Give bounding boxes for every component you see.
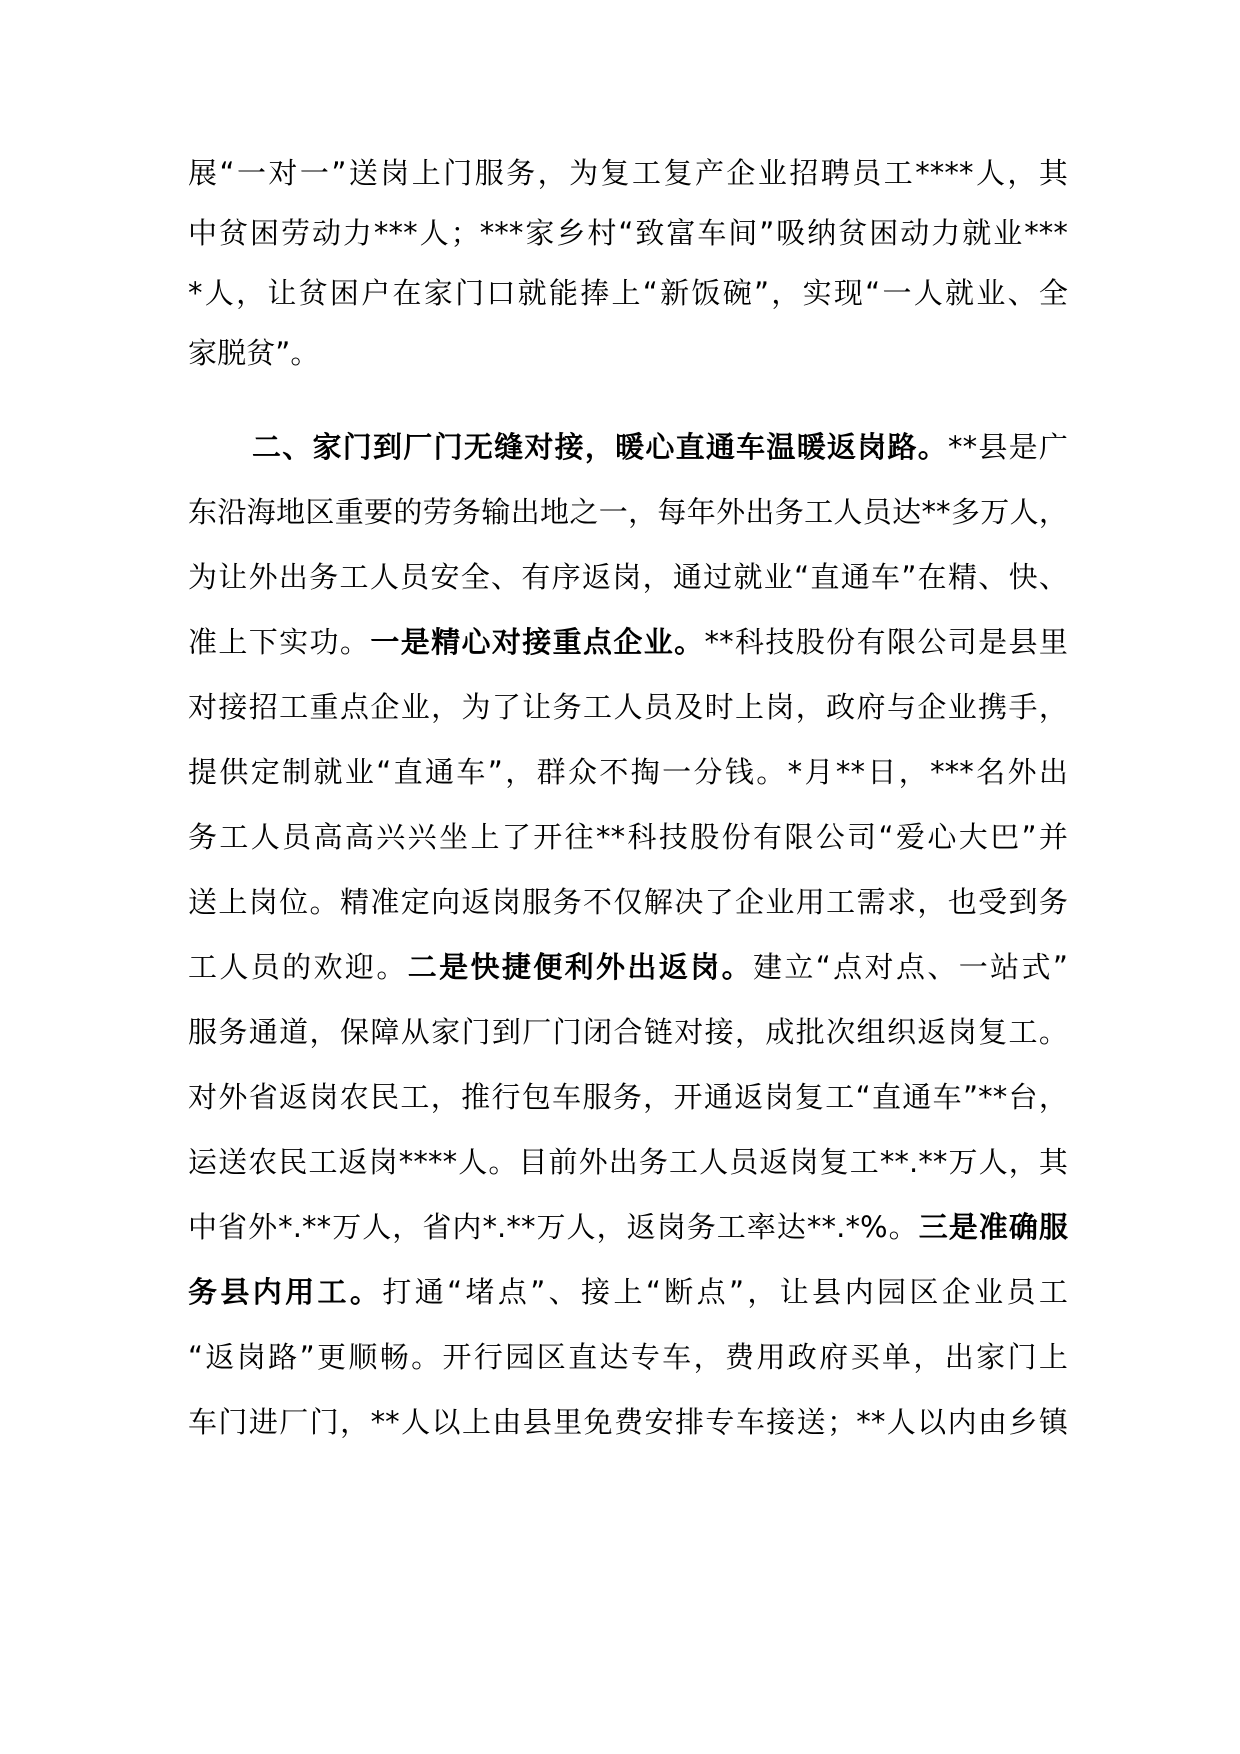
point-three-heading-start: 三是准确服	[918, 1210, 1068, 1244]
point-two-heading: 二是快捷便利外出返岗。	[407, 950, 753, 984]
text-line-4: 家脱贫”。	[188, 336, 320, 370]
point-three-heading-end: 务县内用工。	[188, 1275, 383, 1309]
text-line-9: 对接招工重点企业，为了让务工人员及时上岗，政府与企业携手，	[188, 690, 1068, 724]
section-heading: 二、家门到厂门无缝对接，暖心直通车温暖返岗路。	[252, 430, 948, 464]
text-line-19: “返岗路”更顺畅。开行园区直达专车，费用政府买单，出家门上	[188, 1340, 1068, 1374]
text-line-10: 提供定制就业“直通车”，群众不掏一分钱。*月**日，***名外出	[188, 755, 1068, 789]
text-line-7: 为让外出务工人员安全、有序返岗，通过就业“直通车”在精、快、	[188, 560, 1068, 594]
section-heading-line: 二、家门到厂门无缝对接，暖心直通车温暖返岗路。**县是广	[252, 430, 1068, 464]
text-line-16: 运送农民工返岗****人。目前外出务工人员返岗复工**.**万人，其	[188, 1145, 1068, 1179]
text-line-3: *人，让贫困户在家门口就能捧上“新饭碗”，实现“一人就业、全	[188, 276, 1068, 310]
text-line-11: 务工人员高高兴兴坐上了开往**科技股份有限公司“爱心大巴”并	[188, 820, 1068, 854]
text-line-1: 展“一对一”送岗上门服务，为复工复产企业招聘员工****人，其	[188, 156, 1068, 190]
text-line-2: 中贫困劳动力***人；***家乡村“致富车间”吸纳贫困动力就业***	[188, 216, 1068, 250]
text-line-14: 服务通道，保障从家门到厂门闭合链对接，成批次组织返岗复工。	[188, 1015, 1068, 1049]
text-line-13: 工人员的欢迎。二是快捷便利外出返岗。建立“点对点、一站式”	[188, 950, 1069, 984]
text-line-8: 准上下实功。一是精心对接重点企业。**科技股份有限公司是县里	[188, 625, 1068, 659]
text-line-6: 东沿海地区重要的劳务输出地之一，每年外出务工人员达**多万人，	[188, 495, 1068, 529]
text-line-17: 中省外*.**万人，省内*.**万人，返岗务工率达**.*%。三是准确服	[188, 1210, 1068, 1244]
text-line-15: 对外省返岗农民工，推行包车服务，开通返岗复工“直通车”**台，	[188, 1080, 1068, 1114]
text-line-20: 车门进厂门，**人以上由县里免费安排专车接送；**人以内由乡镇	[188, 1405, 1068, 1439]
text-line-12: 送上岗位。精准定向返岗服务不仅解决了企业用工需求，也受到务	[188, 885, 1068, 919]
text-line-18: 务县内用工。打通“堵点”、接上“断点”，让县内园区企业员工	[188, 1275, 1068, 1309]
point-one-heading: 一是精心对接重点企业。	[370, 625, 705, 659]
